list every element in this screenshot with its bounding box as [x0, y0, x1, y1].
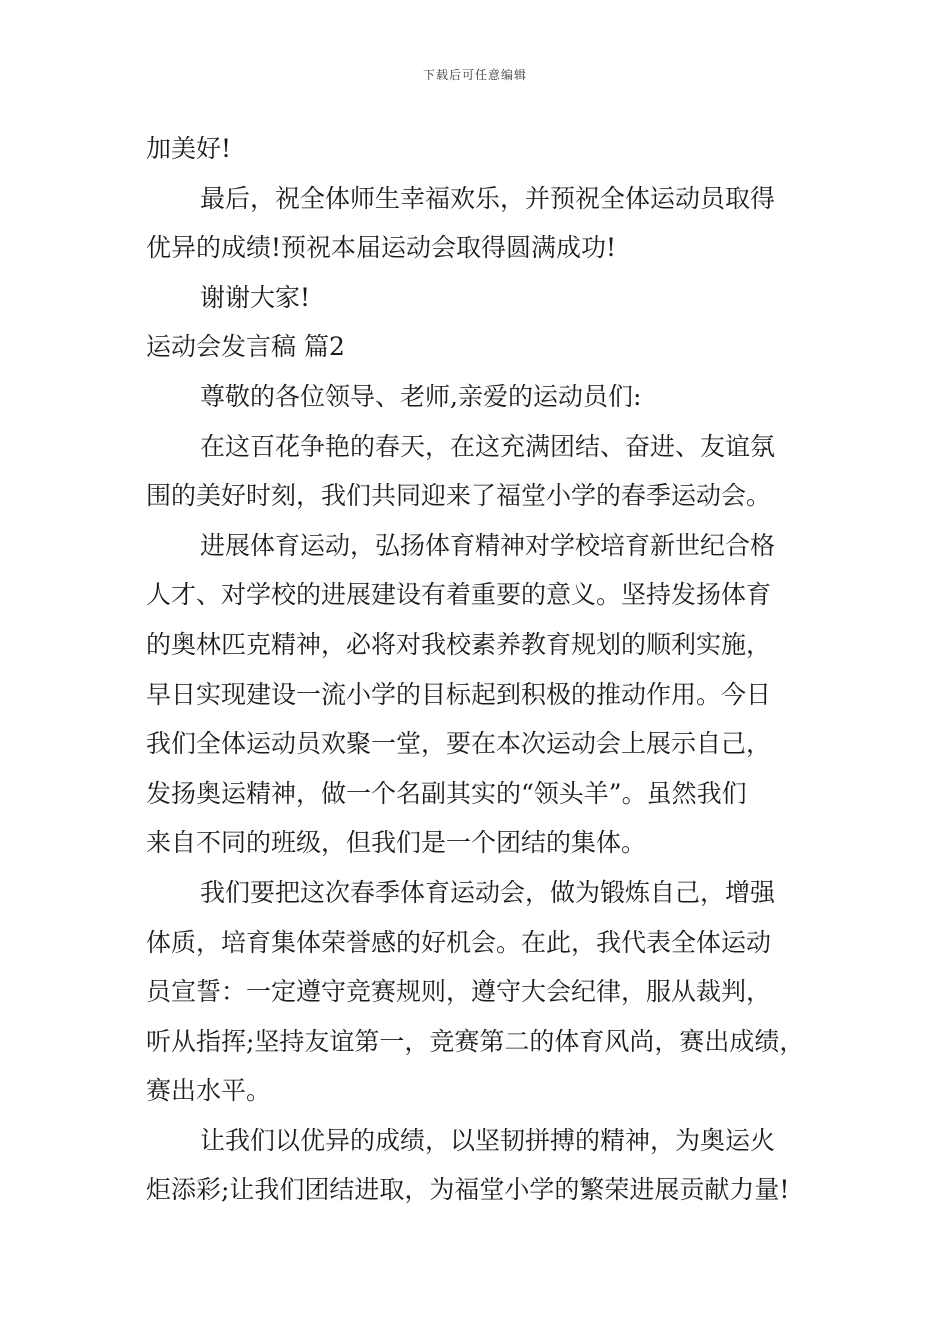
text-line: 让我们以优异的成绩，以坚韧拼搏的精神，为奥运火: [200, 1125, 776, 1155]
text-line: 赛出水平。: [146, 1076, 272, 1106]
text-line: 发扬奥运精神，做一个名副其实的“领头羊”。虽然我们: [146, 778, 747, 808]
text-line: 最后，祝全体师生幸福欢乐，并预祝全体运动员取得: [200, 183, 776, 213]
text-line: 我们全体运动员欢聚一堂，要在本次运动会上展示自己，: [146, 729, 772, 759]
text-line: 进展体育运动，弘扬体育精神对学校培育新世纪合格: [200, 530, 776, 560]
text-line: 员宣誓：一定遵守竞赛规则，遵守大会纪律，服从裁判，: [146, 977, 772, 1007]
document-body: [146, 124, 826, 1215]
text-line: 在这百花争艳的春天，在这充满团结、奋进、友谊氛: [200, 431, 776, 461]
text-line: 体质，培育集体荣誉感的好机会。在此，我代表全体运动: [146, 927, 772, 957]
page-header-note: 下载后可任意编辑: [422, 68, 527, 82]
text-line: 优异的成绩!预祝本届运动会取得圆满成功!: [146, 233, 617, 263]
text-line: 早日实现建设一流小学的目标起到积极的推动作用。今日: [146, 679, 772, 709]
text-line: 来自不同的班级，但我们是一个团结的集体。: [146, 828, 647, 858]
text-line: 围的美好时刻，我们共同迎来了福堂小学的春季运动会。: [146, 481, 772, 511]
text-line: 加美好!: [146, 134, 232, 163]
text-line: 的奥林匹克精神，必将对我校素养教育规划的顺利实施，: [146, 629, 772, 659]
text-line: 人才、对学校的进展建设有着重要的意义。坚持发扬体育: [146, 580, 772, 610]
text-line: 炬添彩;让我们团结进取，为福堂小学的繁荣进展贡献力量!: [146, 1175, 790, 1205]
text-line: 谢谢大家!: [200, 282, 311, 312]
text-line: 尊敬的各位领导、老师,亲爱的运动员们:: [200, 381, 642, 411]
section-heading: 运动会发言稿 篇2: [146, 332, 345, 362]
text-line: 听从指挥;坚持友谊第一，竞赛第二的体育风尚，赛出成绩，: [146, 1026, 805, 1056]
text-line: 我们要把这次春季体育运动会，做为锻炼自己，增强: [200, 877, 776, 907]
